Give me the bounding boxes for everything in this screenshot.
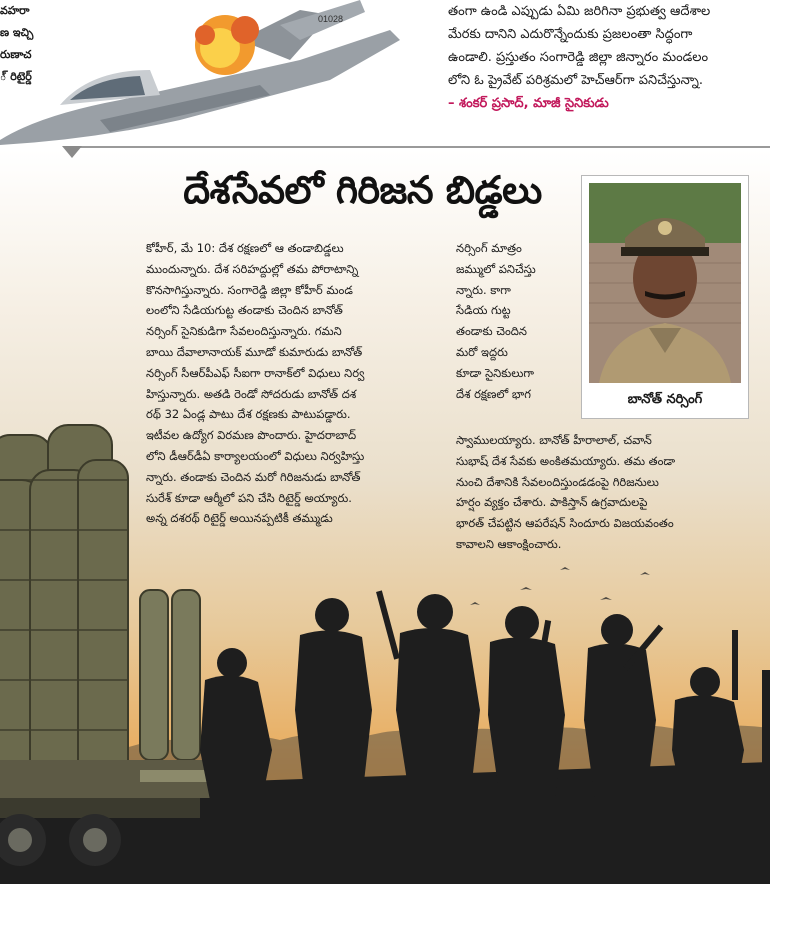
body-line: తండాకు చెందిన <box>456 324 527 339</box>
article-headline: దేశసేవలో గిరిజన బిడ్డలు <box>183 167 542 212</box>
body-line: హిస్తున్నారు. అతడి రెండో సోదరుడు బానోత్ దశ <box>146 386 357 401</box>
body-line: ఇటీవల ఉద్యోగ విరమణ పొందారు. హైదరాబాద్ <box>146 428 357 443</box>
body-line: ముందున్నారు. దేశ సరిహద్దుల్లో తమ పోరాటాన్ని <box>146 261 359 276</box>
body-line: సుభాష్ దేశ సేవకు అంకితమయ్యారు. తమ తండా <box>456 453 676 468</box>
body-line: నర్సింగ్ సీఆర్‌పీఎఫ్ సీఐగా రానాక్‌లో విధులు నిర్వ <box>146 365 365 380</box>
jet-tail-number: 01028 <box>318 14 344 24</box>
body-line: లోని డీఆర్‌డీఏ కార్యాలయంలో విధులు నిర్వహిస్తు <box>146 448 365 463</box>
quote-box <box>448 0 770 115</box>
body-line: మరో ఇద్దరు <box>456 344 508 359</box>
snippet-line: రుణాచ <box>0 48 32 61</box>
quote-attribution: – శంకర్ ప్రసాద్, మాజీ సైనికుడు <box>448 96 609 111</box>
body-line: సురేశ్ కూడా ఆర్మీలో పని చేసి రిటైర్డ్ అయ్యారు. <box>146 490 352 505</box>
soldier-portrait-photo <box>589 183 741 383</box>
body-line: సేడియ గుట్ట <box>456 303 511 318</box>
article-body-column-3 <box>456 430 756 555</box>
body-line: స్వాములయ్యారు. బానోత్ హీరాలాల్, చవాన్ <box>456 433 652 447</box>
body-line: హర్షం వ్యక్తం చేశారు. పాకిస్తాన్ ఉగ్రవాదులపై <box>456 495 648 510</box>
body-line: కోహీర్, మే 10: దేశ రక్షణలో ఆ తండాబిడ్డలు <box>146 241 344 255</box>
body-line: జమ్ములో పనిచేస్తు <box>456 261 536 276</box>
body-line: నుంచి దేశానికి సేవలందిస్తుండడంపై గిరిజనులు <box>456 474 659 489</box>
divider-pointer-icon <box>62 146 82 158</box>
body-line: రథ్ 32 ఏండ్ల పాటు దేశ రక్షణకు పాటుపడ్డారు. <box>146 407 351 422</box>
article-body-column-2 <box>456 238 572 404</box>
snippet-line: వహరా <box>0 4 30 17</box>
body-line: కావాలని ఆకాంక్షించారు. <box>456 536 562 551</box>
snippet-line: ణ ఇచ్చి <box>0 26 34 39</box>
body-line: అన్న దశరథ్ రిటైర్డ్ అయినప్పటికీ తమ్ముడు <box>146 511 333 526</box>
body-line: నర్సింగ్ మాత్రం <box>456 241 522 255</box>
snippet-line: ్ రిటైర్డ్ <box>0 70 32 83</box>
body-line: కొనసాగిస్తున్నారు. సంగారెడ్డి జిల్లా కోహీర్ మండ <box>146 282 353 297</box>
quote-line: తంగా ఉండి ఎప్పుడు ఏమి జరిగినా ప్రభుత్వ ఆదేశాల <box>448 4 711 19</box>
quote-line: మేరకు దానిని ఎదురొన్నేందుకు ప్రజలంతా సిద్ధంగా <box>448 27 693 42</box>
photo-caption: బానోత్ నర్సింగ్ <box>627 392 703 407</box>
portrait-photo-frame <box>581 175 749 419</box>
body-line: న్నారు. కాగా <box>456 282 511 297</box>
body-line: భారత్ చేపట్టిన ఆపరేషన్ సిందూరు విజయవంతం <box>456 516 674 531</box>
body-line: దేశ రక్షణలో భాగ <box>456 386 531 401</box>
body-line: బాయి దేవాలానాయక్ మూడో కుమారుడు బానోత్ <box>146 344 363 359</box>
body-line: కూడా సైనికులుగా <box>456 365 534 380</box>
article-body-column-1 <box>146 238 442 529</box>
section-divider <box>70 146 770 148</box>
body-line: నర్సింగ్ సైనికుడిగా సేవలందిస్తున్నారు. గమని <box>146 324 342 339</box>
fighter-jet-illustration <box>0 0 430 145</box>
body-line: న్నారు. తండాకు చెందిన మరో గిరిజనుడు బానోత్ <box>146 469 361 484</box>
body-line: లంలోని సేడియగుట్ట తండాకు చెందిన బానోత్ <box>146 303 343 318</box>
quote-line: లోని ఓ ప్రైవేట్ పరిశ్రమలో హెచ్ఆర్‌గా పనిచేస్తున్నా. <box>448 73 703 88</box>
quote-line: ఉండాలి. ప్రస్తుతం సంగారెడ్డి జిల్లా జిన్నారం మండలం <box>448 50 709 65</box>
